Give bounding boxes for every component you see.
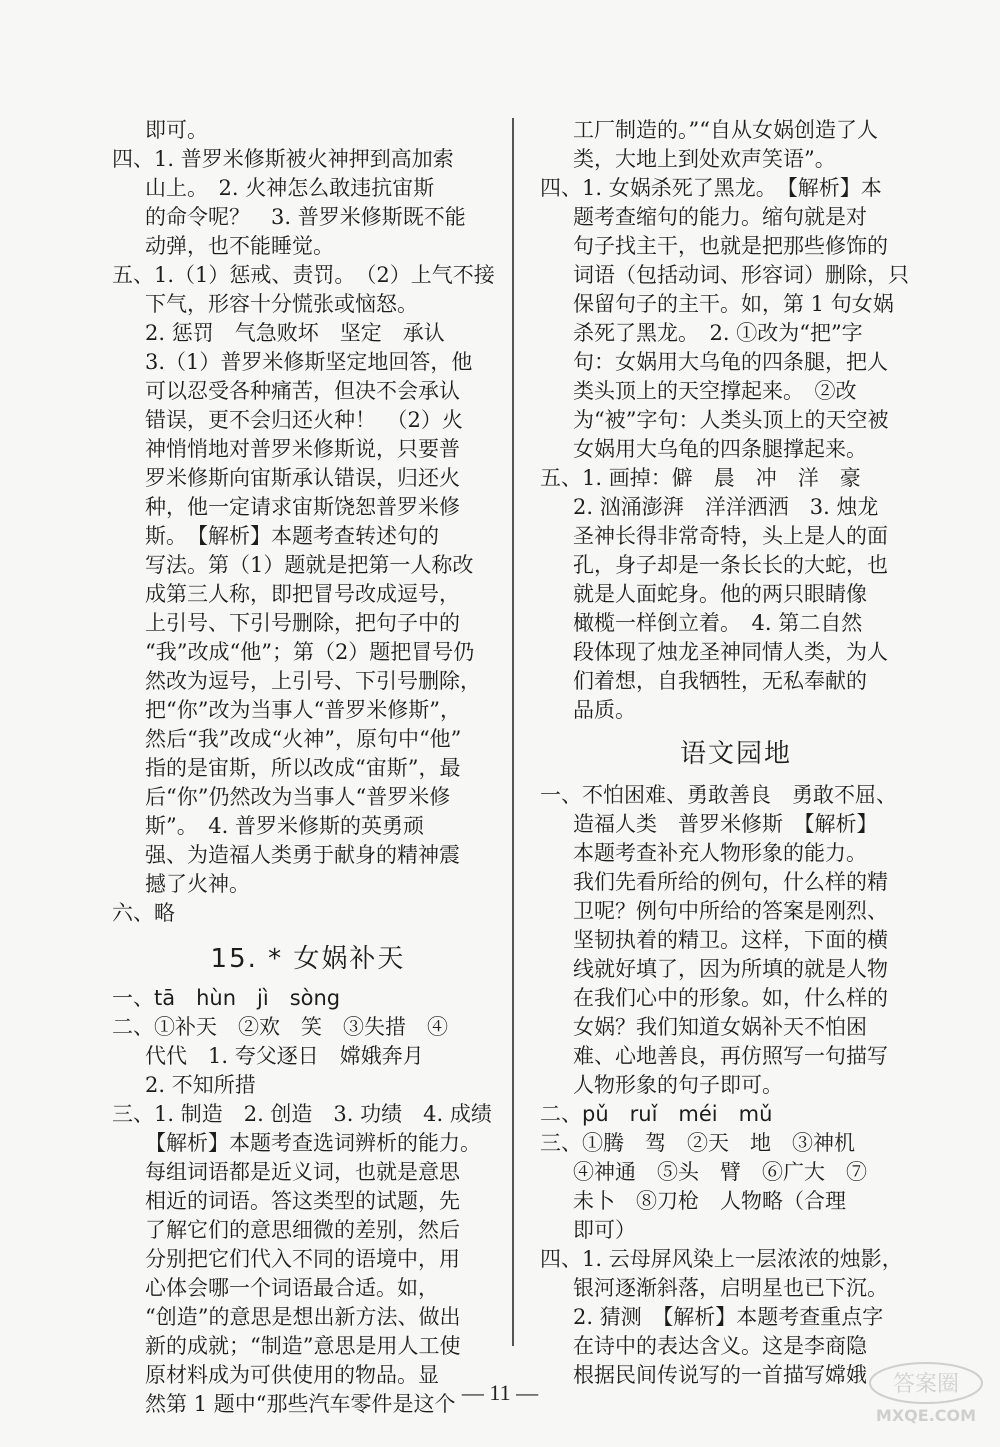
text-line: 为“被”字句：人类头顶上的天空被 (573, 408, 889, 432)
text-line: 下气，形容十分慌张或恼怒。 (145, 292, 418, 316)
text-line: 2. 汹涌澎湃 洋洋洒洒 3. 烛龙 (573, 495, 879, 519)
text-line: 四、1. 女娲杀死了黑龙。 【解析】本 (540, 176, 882, 200)
answers-block-15 (112, 984, 504, 1419)
text-line: ④神通 ⑤头 臂 ⑥广大 ⑦ (573, 1160, 867, 1184)
text-line: 本题考查补充人物形象的能力。 (573, 841, 867, 865)
text-line: 女娲？我们知道女娲补天不怕困 (573, 1015, 867, 1039)
text-line: 句子找主干，也就是把那些修饰的 (573, 234, 888, 258)
text-line: 句：女娲用大乌龟的四条腿，把人 (573, 350, 888, 374)
text-line: 斯。 【解析】本题考查转述句的 (145, 524, 439, 548)
text-line: 类头顶上的天空撑起来。 ②改 (573, 379, 857, 403)
watermark-logo-icon (866, 1361, 986, 1427)
text-line: 即可） (573, 1218, 636, 1242)
text-line: 坚韧执着的精卫。这样，下面的横 (573, 928, 888, 952)
text-line: 三、1. 制造 2. 创造 3. 功绩 4. 成绩 (112, 1102, 492, 1126)
text-line: 的命令呢？ 3. 普罗米修斯既不能 (145, 205, 466, 229)
text-line: 新的成就；“制造”意思是用人工使 (145, 1334, 461, 1358)
text-line: 神悄悄地对普罗米修斯说，只要普 (145, 437, 460, 461)
page-number: — 11 — (461, 1380, 539, 1405)
column-divider (512, 118, 514, 1346)
text-line: 三、①腾 驾 ②天 地 ③神机 (540, 1131, 855, 1155)
text-line: 了解它们的意思细微的差别，然后 (145, 1218, 460, 1242)
text-line: 根据民间传说写的一首描写嫦娥 (573, 1363, 867, 1387)
text-line: 四、1. 云母屏风染上一层浓浓的烛影， (540, 1247, 903, 1271)
text-line: 然改为逗号，上引号、下引号删除， (145, 669, 481, 693)
text-line: 把“你”改为当事人“普罗米修斯”， (145, 698, 461, 722)
text-line: 在我们心中的形象。如，什么样的 (573, 986, 888, 1010)
text-line: 工厂制造的。”“自从女娲创造了人 (573, 118, 878, 142)
answers-block-14 (112, 116, 504, 928)
text-line: 题考查缩句的能力。缩句就是对 (573, 205, 867, 229)
text-line: 代代 1. 夸父逐日 嫦娥奔月 (145, 1044, 424, 1068)
text-line: 撼了火神。 (145, 872, 250, 896)
left-column (112, 116, 504, 1419)
text-line: 【解析】本题考查选词辨析的能力。 (145, 1131, 481, 1155)
text-line: 二、①补天 ②欢 笑 ③失措 ④ (112, 1015, 448, 1039)
text-line: 错误，更不会归还火种！ （2）火 (145, 408, 463, 432)
text-line: 在诗中的表达含义。这是李商隐 (573, 1334, 867, 1358)
text-line: 相近的词语。答这类型的试题，先 (145, 1189, 460, 1213)
text-line: 斯”。 4. 普罗米修斯的英勇顽 (145, 814, 424, 838)
text-line: 卫呢？例句中所给的答案是刚烈、 (573, 899, 888, 923)
text-line: 一、不怕困难、勇敢善良 勇敢不屈、 (540, 783, 897, 807)
text-line: 指的是宙斯，所以改成“宙斯”，最 (145, 756, 461, 780)
watermark-url: MXQE.COM (875, 1406, 977, 1425)
text-line: 后“你”仍然改为当事人“普罗米修 (145, 785, 451, 809)
text-line: 种，他一定请求宙斯饶恕普罗米修 (145, 495, 460, 519)
text-line: 罗米修斯向宙斯承认错误，归还火 (145, 466, 460, 490)
text-line: 每组词语都是近义词，也就是意思 (145, 1160, 460, 1184)
text-line: 橄榄一样倒立着。 4. 第二自然 (573, 611, 863, 635)
text-line: 2. 猜测 【解析】本题考查重点字 (573, 1305, 884, 1329)
text-line: 然后“我”改成“火神”，原句中“他” (145, 727, 462, 751)
text-line: 成第三人称，即把冒号改成逗号， (145, 582, 460, 606)
text-line: “创造”的意思是想出新方法、做出 (145, 1305, 461, 1329)
text-line: 写法。第（1）题就是把第一人称改 (145, 553, 474, 577)
answers-block-15-cont (540, 116, 932, 725)
answers-block-yuandi (540, 781, 932, 1390)
text-line: 词语（包括动词、形容词）删除，只 (573, 263, 909, 287)
text-line: 未卜 ⑧刀枪 人物略（合理 (573, 1189, 846, 1213)
text-line: 五、1. 画掉：僻 晨 冲 洋 豪 (540, 466, 861, 490)
text-line: 段体现了烛龙圣神同情人类，为人 (573, 640, 888, 664)
text-line: 即可。 (145, 118, 208, 142)
text-line: 孔，身子却是一条长长的大蛇，也 (573, 553, 888, 577)
text-line: 人物形象的句子即可。 (573, 1073, 783, 1097)
pinyin-line: 二、pǔ ruǐ méi mǔ (540, 1102, 773, 1126)
text-line: 们着想，自我牺牲，无私奉献的 (573, 669, 867, 693)
text-line: 就是人面蛇身。他的两只眼睛像 (573, 582, 867, 606)
text-line: 强、为造福人类勇于献身的精神震 (145, 843, 460, 867)
text-line: 山上。 2. 火神怎么敢违抗宙斯 (145, 176, 435, 200)
text-line: 六、略 (112, 901, 175, 925)
section-heading-lesson-15: 15. * 女娲补天 (210, 944, 406, 974)
section-heading-yuwen-yuandi: 语文园地 (679, 739, 792, 769)
text-line: 五、1.（1）惩戒、责罚。 （2）上气不接 (112, 263, 495, 287)
text-line: 圣神长得非常奇特，头上是人的面 (573, 524, 888, 548)
text-line: 可以忍受各种痛苦，但决不会承认 (145, 379, 460, 403)
text-line: 女娲用大乌龟的四条腿撑起来。 (573, 437, 867, 461)
pinyin-line: 一、tā hùn jì sòng (112, 986, 341, 1010)
text-line: 上引号、下引号删除，把句子中的 (145, 611, 460, 635)
text-line: “我”改成“他”；第（2）题把冒号仍 (145, 640, 475, 664)
text-line: 我们先看所给的例句，什么样的精 (573, 870, 888, 894)
text-line: 类，大地上到处欢声笑语”。 (573, 147, 836, 171)
text-line: 3.（1）普罗米修斯坚定地回答，他 (145, 350, 473, 374)
text-line: 心体会哪一个词语最合适。如， (145, 1276, 439, 1300)
watermark-text: 答案圈 (892, 1372, 960, 1397)
text-line: 动弹，也不能睡觉。 (145, 234, 334, 258)
text-line: 难、心地善良，再仿照写一句描写 (573, 1044, 888, 1068)
text-line: 保留句子的主干。如，第 1 句女娲 (573, 292, 894, 316)
right-column (540, 116, 932, 1390)
text-line: 2. 不知所措 (145, 1073, 256, 1097)
text-line: 原材料成为可供使用的物品。显 (145, 1363, 439, 1387)
text-line: 品质。 (573, 698, 636, 722)
text-line: 杀死了黑龙。 2. ①改为“把”字 (573, 321, 863, 345)
text-line: 四、1. 普罗米修斯被火神押到高加索 (112, 147, 454, 171)
text-line: 线就好填了，因为所填的就是人物 (573, 957, 888, 981)
text-line: 银河逐渐斜落，启明星也已下沉。 (573, 1276, 888, 1300)
text-line: 2. 惩罚 气急败坏 坚定 承认 (145, 321, 445, 345)
text-line: 造福人类 普罗米修斯 【解析】 (573, 812, 878, 836)
text-line: 分别把它们代入不同的语境中，用 (145, 1247, 460, 1271)
text-line: 然第 1 题中“那些汽车零件是这个 (145, 1392, 456, 1416)
